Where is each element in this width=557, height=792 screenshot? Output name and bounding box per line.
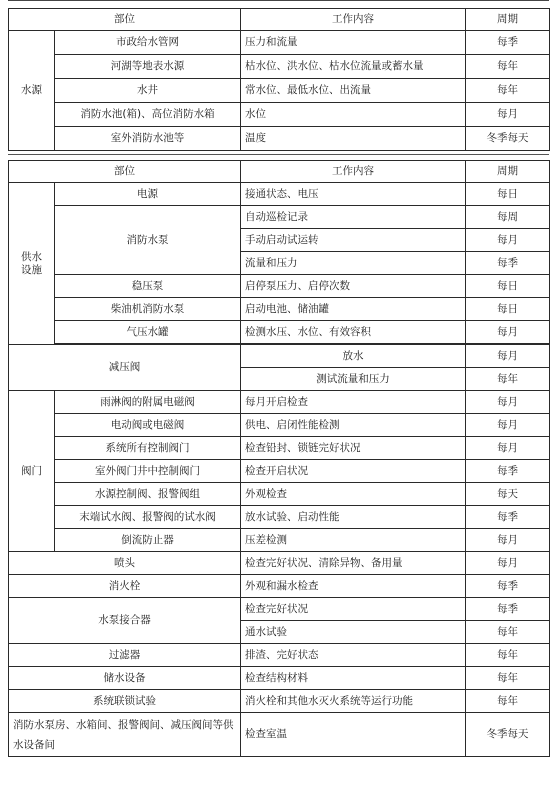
part-cell: 柴油机消防水泵: [55, 298, 241, 321]
part-cell: 室外阀门井中控制阀门: [55, 460, 241, 483]
content-cell: 接通状态、电压: [241, 183, 466, 206]
content-cell: 每月开启检查: [241, 391, 466, 414]
part-cell: 消防水泵房、水箱间、报警阀间、减压阀间等供水设备间: [9, 713, 241, 757]
content-cell: 压力和流量: [241, 31, 466, 55]
period-cell: 冬季每天: [466, 713, 550, 757]
period-cell: 每月: [466, 345, 550, 368]
period-cell: 每月: [466, 321, 550, 344]
part-cell: 雨淋阀的附属电磁阀: [55, 391, 241, 414]
content-cell: 水位: [241, 103, 466, 127]
content-cell: 供电、启闭性能检测: [241, 414, 466, 437]
part-cell: 末端试水阀、报警阀的试水阀: [55, 506, 241, 529]
period-cell: 每年: [466, 644, 550, 667]
period-cell: 每年: [466, 621, 550, 644]
header-period: 周期: [466, 9, 550, 31]
period-cell: 每月: [466, 529, 550, 552]
period-cell: 每月: [466, 437, 550, 460]
content-cell: 外观检查: [241, 483, 466, 506]
water-source-table: [8, 8, 550, 151]
part-cell: 消防水泵: [55, 206, 241, 275]
content-cell: 检查结构材料: [241, 667, 466, 690]
period-cell: 每月: [466, 552, 550, 575]
part-cell: 水井: [55, 79, 241, 103]
content-cell: 检查完好状况: [241, 598, 466, 621]
period-cell: 每年: [466, 79, 550, 103]
period-cell: 每日: [466, 275, 550, 298]
part-cell: 减压阀: [9, 345, 241, 391]
period-cell: 每月: [466, 414, 550, 437]
period-cell: 每日: [466, 183, 550, 206]
group-water-supply: 供水 设施: [9, 183, 55, 345]
content-cell: 检查铅封、锁链完好状况: [241, 437, 466, 460]
content-cell: 常水位、最低水位、出流量: [241, 79, 466, 103]
content-cell: 排渣、完好状态: [241, 644, 466, 667]
top-rule: [8, 0, 549, 2]
content-cell: 放水: [241, 345, 466, 368]
period-cell: 每年: [466, 690, 550, 713]
part-cell: 喷头: [9, 552, 241, 575]
part-cell: 电动阀或电磁阀: [55, 414, 241, 437]
header-content: 工作内容: [241, 161, 466, 183]
content-cell: 流量和压力: [241, 252, 466, 275]
header-period: 周期: [466, 161, 550, 183]
part-cell: 消火栓: [9, 575, 241, 598]
part-cell: 电源: [55, 183, 241, 206]
content-cell: 自动巡检记录: [241, 206, 466, 229]
period-cell: 每月: [466, 103, 550, 127]
period-cell: 每日: [466, 298, 550, 321]
content-cell: 外观和漏水检查: [241, 575, 466, 598]
header-part: 部位: [9, 161, 241, 183]
period-cell: 每季: [466, 598, 550, 621]
content-cell: 检查开启状况: [241, 460, 466, 483]
content-cell: 枯水位、洪水位、枯水位流量或蓄水量: [241, 55, 466, 79]
period-cell: 每季: [466, 31, 550, 55]
facility-inspection-table: [8, 160, 550, 757]
content-cell: 放水试验、启动性能: [241, 506, 466, 529]
content-cell: 检查完好状况、清除异物、备用量: [241, 552, 466, 575]
part-cell: 水源控制阀、报警阀组: [55, 483, 241, 506]
period-cell: 每周: [466, 206, 550, 229]
period-cell: 每年: [466, 55, 550, 79]
part-cell: 倒流防止器: [55, 529, 241, 552]
period-cell: 每天: [466, 483, 550, 506]
period-cell: 每季: [466, 575, 550, 598]
part-cell: 过滤器: [9, 644, 241, 667]
period-cell: 每年: [466, 368, 550, 391]
part-cell: 市政给水管网: [55, 31, 241, 55]
content-cell: 启动电池、储油罐: [241, 298, 466, 321]
content-cell: 检测水压、水位、有效容积: [241, 321, 466, 344]
part-cell: 系统所有控制阀门: [55, 437, 241, 460]
part-cell: 河湖等地表水源: [55, 55, 241, 79]
part-cell: 水泵接合器: [9, 598, 241, 644]
content-cell: 手动启动试运转: [241, 229, 466, 252]
table-divider: [8, 154, 549, 155]
header-content: 工作内容: [241, 9, 466, 31]
period-cell: 每季: [466, 506, 550, 529]
group-water-source: 水源: [9, 31, 55, 151]
content-cell: 温度: [241, 127, 466, 151]
group-valves: 阀门: [9, 391, 55, 552]
content-cell: 测试流量和压力: [241, 368, 466, 391]
period-cell: 每年: [466, 667, 550, 690]
period-cell: 每季: [466, 460, 550, 483]
content-cell: 压差检测: [241, 529, 466, 552]
period-cell: 每月: [466, 229, 550, 252]
content-cell: 通水试验: [241, 621, 466, 644]
part-cell: 储水设备: [9, 667, 241, 690]
part-cell: 气压水罐: [55, 321, 241, 344]
part-cell: 消防水池(箱)、高位消防水箱: [55, 103, 241, 127]
content-cell: 消火栓和其他水灭火系统等运行功能: [241, 690, 466, 713]
part-cell: 系统联锁试验: [9, 690, 241, 713]
content-cell: 检查室温: [241, 713, 466, 757]
part-cell: 稳压泵: [55, 275, 241, 298]
period-cell: 每季: [466, 252, 550, 275]
header-part: 部位: [9, 9, 241, 31]
period-cell: 冬季每天: [466, 127, 550, 151]
content-cell: 启停泵压力、启停次数: [241, 275, 466, 298]
period-cell: 每月: [466, 391, 550, 414]
part-cell: 室外消防水池等: [55, 127, 241, 151]
